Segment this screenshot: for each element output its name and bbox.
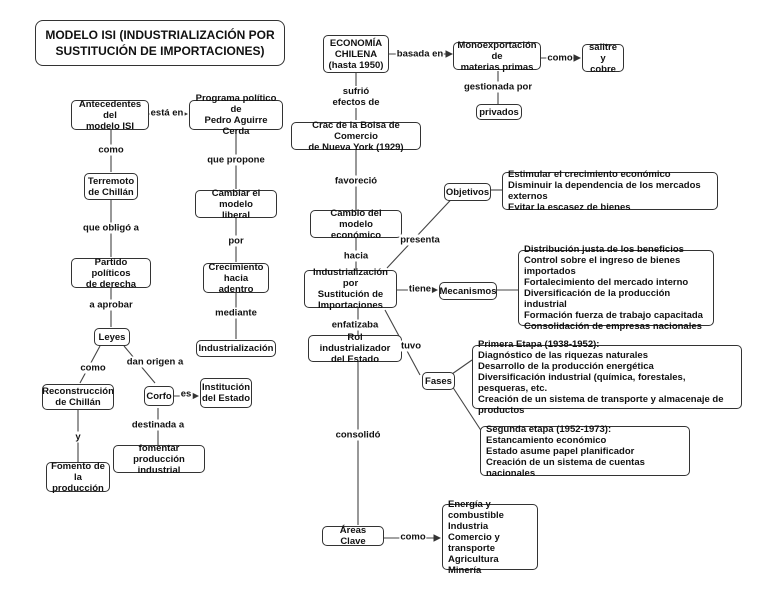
areas-clave-list: Energía y combustible Industria Comercio y transporte Agricultura Minería (442, 504, 538, 570)
label-tuvo: tuvo (400, 340, 422, 352)
label-y: y (75, 431, 81, 443)
node-areas-clave: Áreas Clave (322, 526, 384, 546)
node-partido-politicos: Partido políticos de derecha (71, 258, 151, 288)
label-es: es (180, 388, 192, 400)
segunda-etapa-list: Segunda etapa (1952-1973): Estancamiento económico Estado asume papel planificador Creación de un sistema de cuentas nacionales (480, 426, 690, 476)
label-por: por (228, 235, 244, 247)
label-gestionada-por: gestionada por (463, 81, 533, 93)
label-favorecio: favoreció (334, 175, 378, 187)
label-presenta: presenta (400, 234, 440, 246)
node-rol-estado: Rol industrializador del Estado (308, 335, 402, 362)
label-que-obligo: que obligó a (83, 222, 139, 234)
label-como-reconstruccion: como (80, 362, 106, 374)
label-destinada: destinada a (131, 419, 185, 431)
node-antecedentes: Antecedentes del modelo ISI (71, 100, 149, 130)
node-economia-chilena: ECONOMÍA CHILENA (hasta 1950) (323, 35, 389, 73)
label-a-aprobar: a aprobar (89, 299, 133, 311)
primera-etapa-list: Primera Etapa (1938-1952): Diagnóstico de las riquezas naturales Desarrollo de la producción energética Diversificación industrial (química, forestales, pesqueras, etc. Creación de un sistema de transporte y almacenaje de productos (472, 345, 742, 409)
label-dan-origen: dan origen a (126, 356, 184, 368)
node-isi: Industrialización por Sustitución de Importaciones (304, 270, 397, 308)
node-salitre-cobre: salitre y cobre (582, 44, 624, 72)
label-como-areas: como (400, 531, 426, 543)
map-title: MODELO ISI (INDUSTRIALIZACIÓN POR SUSTITUCIÓN DE IMPORTACIONES) (35, 20, 285, 66)
node-programa-politico: Programa político de Pedro Aguirre Cerda (189, 100, 283, 130)
label-que-propone: que propone (207, 154, 265, 166)
label-basada-en: basada en (396, 48, 444, 60)
objetivos-list: Estimular el crecimiento económico Disminuir la dependencia de los mercados externos Evitar la escasez de bienes (502, 172, 718, 210)
label-tiene: tiene (408, 283, 432, 295)
label-como-terremoto: como (98, 144, 124, 156)
mecanismos-list: Distribución justa de los beneficios Control sobre el ingreso de bienes importados Fortalecimiento del mercado interno Diversificación de la producción industrial Formación fuerza de trabajo capacitada Consolidación de empresas nacionales (518, 250, 714, 326)
node-institucion: Institución del Estado (200, 378, 252, 408)
node-reconstruccion: Reconstrucción de Chillán (42, 386, 114, 408)
node-mecanismos: Mecanismos (439, 282, 497, 300)
node-crecimiento: Crecimiento hacia adentro (203, 263, 269, 293)
label-enfatizaba: enfatizaba (331, 319, 379, 331)
node-leyes: Leyes (94, 328, 130, 346)
label-esta-en: está en (150, 107, 184, 119)
label-como-salitre: como (547, 52, 573, 64)
label-mediante: mediante (215, 307, 257, 319)
node-objetivos: Objetivos (444, 183, 491, 201)
node-crac-bolsa: Crac de la Bolsa de Comercio de Nueva York (1929) (291, 122, 421, 150)
node-corfo: Corfo (144, 386, 174, 406)
node-cambio-modelo: Cambio del modelo económico (310, 210, 402, 238)
node-fases: Fases (422, 372, 455, 390)
label-consolido: consolidó (335, 429, 381, 441)
node-terremoto: Terremoto de Chillán (84, 173, 138, 200)
node-cambiar-modelo: Cambiar el modelo liberal (195, 190, 277, 218)
node-privados: privados (476, 104, 522, 120)
node-industrializacion: Industrialización (196, 340, 276, 357)
label-hacia: hacia (343, 250, 369, 262)
node-fomento-produccion: Fomento de la producción (46, 462, 110, 492)
node-fomentar-produccion: fomentar producción industrial (113, 445, 205, 473)
node-monoexportacion: Monoexportación de materias primas (453, 42, 541, 70)
label-sufrio: sufrió efectos de (332, 86, 380, 108)
